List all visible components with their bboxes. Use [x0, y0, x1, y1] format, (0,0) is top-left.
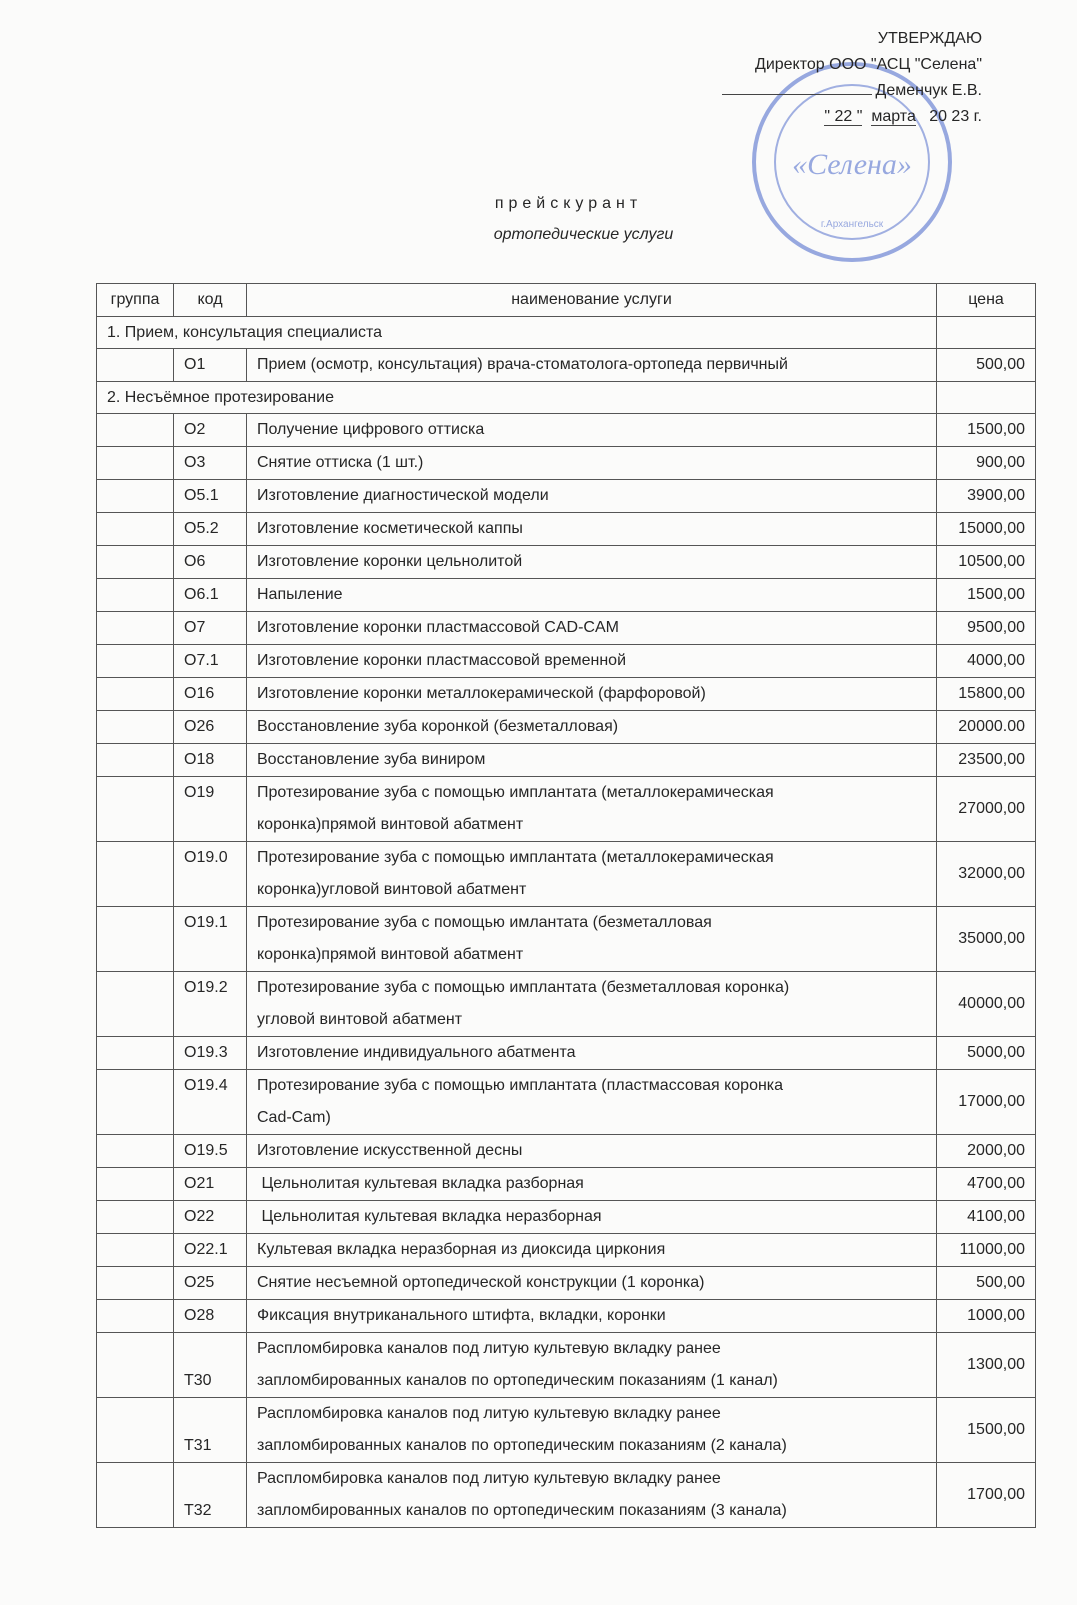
- cell-group: [97, 1201, 174, 1234]
- cell-price: 4100,00: [937, 1201, 1036, 1234]
- cell-name-line: Распломбировка каналов под литую культевую вкладку ранее: [257, 1405, 721, 1422]
- cell-group: [97, 777, 174, 842]
- cell-name: Культевая вкладка неразборная из диоксида циркония: [247, 1234, 937, 1267]
- table-row: [97, 645, 1036, 678]
- table-row: [97, 907, 1036, 972]
- cell-group: [97, 678, 174, 711]
- section-price-empty: [937, 382, 1036, 414]
- document-subtitle: ортопедические услуги: [493, 226, 674, 243]
- cell-group: [97, 744, 174, 777]
- cell-name-line: запломбированных каналов по ортопедическим показаниям (3 канала): [257, 1502, 787, 1519]
- cell-name: Фиксация внутриканального штифта, вкладки, коронки: [247, 1300, 937, 1333]
- cell-code: О5.1: [174, 480, 247, 513]
- approval-date: [722, 104, 982, 130]
- cell-group: [97, 447, 174, 480]
- cell-name: Изготовление коронки цельнолитой: [247, 546, 937, 579]
- cell-name: Изготовление коронки пластмассовой CAD-CAM: [247, 612, 937, 645]
- cell-group: [97, 579, 174, 612]
- cell-name: Восстановление зуба виниром: [247, 744, 937, 777]
- cell-name: Цельнолитая культевая вкладка разборная: [247, 1168, 937, 1201]
- table-row: [97, 1463, 1036, 1528]
- cell-name-line: коронка)угловой винтовой абатмент: [257, 881, 527, 898]
- table-row: [97, 414, 1036, 447]
- table-row: [97, 1267, 1036, 1300]
- section-title: 1. Прием, консультация специалиста: [97, 317, 937, 349]
- table-row: [97, 1300, 1036, 1333]
- section-row: [97, 317, 1036, 349]
- cell-group: [97, 645, 174, 678]
- section-title: 2. Несъёмное протезирование: [97, 382, 937, 414]
- cell-name-line: Протезирование зуба с помощью имплантата (металлокерамическая: [257, 784, 774, 801]
- cell-name: [247, 907, 937, 972]
- cell-name-line: Cad-Cam): [257, 1109, 331, 1126]
- table-row: [97, 678, 1036, 711]
- cell-price: 4000,00: [937, 645, 1036, 678]
- table-row: [97, 513, 1036, 546]
- cell-name-line: Протезирование зуба с помощью имплантата (металлокерамическая: [257, 849, 774, 866]
- cell-code: О19.1: [174, 907, 247, 972]
- cell-code: О3: [174, 447, 247, 480]
- signature-blank: [722, 78, 872, 95]
- cell-name: Прием (осмотр, консультация) врача-стоматолога-ортопеда первичный: [247, 349, 937, 382]
- date-day: " 22 ": [824, 108, 863, 125]
- cell-group: [97, 1037, 174, 1070]
- cell-name: Напыление: [247, 579, 937, 612]
- section-row: [97, 382, 1036, 414]
- cell-group: [97, 1398, 174, 1463]
- cell-name: [247, 1463, 937, 1528]
- cell-code: О21: [174, 1168, 247, 1201]
- approval-signature-line: [722, 78, 982, 104]
- cell-price: 9500,00: [937, 612, 1036, 645]
- cell-group: [97, 842, 174, 907]
- cell-price: 2000,00: [937, 1135, 1036, 1168]
- table-row: [97, 842, 1036, 907]
- cell-group: [97, 546, 174, 579]
- cell-price: 1700,00: [937, 1463, 1036, 1528]
- cell-code: О5.2: [174, 513, 247, 546]
- cell-code: Т32: [174, 1463, 247, 1528]
- stamp-bottom-text: г.Архангельск: [820, 219, 884, 230]
- cell-code: О25: [174, 1267, 247, 1300]
- cell-code: О7: [174, 612, 247, 645]
- header-code: код: [174, 284, 247, 317]
- table-row: [97, 447, 1036, 480]
- approval-block: [722, 26, 982, 130]
- cell-name: [247, 842, 937, 907]
- cell-price: 500,00: [937, 349, 1036, 382]
- cell-code: О19.5: [174, 1135, 247, 1168]
- cell-name: [247, 1070, 937, 1135]
- cell-name-line: Распломбировка каналов под литую культевую вкладку ранее: [257, 1340, 721, 1357]
- cell-price: 11000,00: [937, 1234, 1036, 1267]
- cell-name-line: угловой винтовой абатмент: [257, 1011, 463, 1028]
- date-year: 20 23 г.: [929, 108, 982, 125]
- cell-code: О22.1: [174, 1234, 247, 1267]
- table-header-row: [97, 284, 1036, 317]
- cell-group: [97, 1234, 174, 1267]
- cell-group: [97, 972, 174, 1037]
- section-price-empty: [937, 317, 1036, 349]
- cell-price: 3900,00: [937, 480, 1036, 513]
- cell-code: Т31: [174, 1398, 247, 1463]
- table-row: [97, 579, 1036, 612]
- cell-code: О18: [174, 744, 247, 777]
- cell-name-line: запломбированных каналов по ортопедическим показаниям (2 канала): [257, 1437, 787, 1454]
- cell-name: [247, 1398, 937, 1463]
- table-row: [97, 777, 1036, 842]
- cell-name-line: Протезирование зуба с помощью имплантата (пластмассовая коронка: [257, 1077, 784, 1094]
- cell-price: 15000,00: [937, 513, 1036, 546]
- table-row: [97, 1234, 1036, 1267]
- cell-code: О1: [174, 349, 247, 382]
- cell-code: О19.4: [174, 1070, 247, 1135]
- cell-price: 40000,00: [937, 972, 1036, 1037]
- cell-code: О19.3: [174, 1037, 247, 1070]
- cell-name: Изготовление коронки пластмассовой временной: [247, 645, 937, 678]
- cell-name: Изготовление индивидуального абатмента: [247, 1037, 937, 1070]
- cell-name: Изготовление искусственной десны: [247, 1135, 937, 1168]
- cell-price: 27000,00: [937, 777, 1036, 842]
- cell-name: Получение цифрового оттиска: [247, 414, 937, 447]
- cell-name-line: Протезирование зуба с помощью имлантата (безметалловая: [257, 914, 712, 931]
- cell-price: 1300,00: [937, 1333, 1036, 1398]
- cell-group: [97, 711, 174, 744]
- cell-code: Т30: [174, 1333, 247, 1398]
- header-price: цена: [937, 284, 1036, 317]
- approval-heading: УТВЕРЖДАЮ: [877, 30, 982, 47]
- cell-code: О6: [174, 546, 247, 579]
- cell-price: 4700,00: [937, 1168, 1036, 1201]
- cell-name: [247, 972, 937, 1037]
- table-row: [97, 1070, 1036, 1135]
- cell-price: 5000,00: [937, 1037, 1036, 1070]
- price-table: [96, 283, 1036, 1528]
- cell-code: О19.0: [174, 842, 247, 907]
- cell-group: [97, 1333, 174, 1398]
- cell-name-line: коронка)прямой винтовой абатмент: [257, 946, 524, 963]
- cell-name-line: Распломбировка каналов под литую культевую вкладку ранее: [257, 1470, 721, 1487]
- table-row: [97, 1135, 1036, 1168]
- cell-name-line: Протезирование зуба с помощью имплантата (безметалловая коронка): [257, 979, 790, 996]
- cell-name: Восстановление зуба коронкой (безметалловая): [247, 711, 937, 744]
- cell-price: 500,00: [937, 1267, 1036, 1300]
- table-row: [97, 1201, 1036, 1234]
- cell-group: [97, 612, 174, 645]
- cell-price: 1500,00: [937, 579, 1036, 612]
- date-month: марта: [871, 108, 916, 125]
- cell-code: О19.2: [174, 972, 247, 1037]
- table-row: [97, 744, 1036, 777]
- cell-group: [97, 1168, 174, 1201]
- table-row: [97, 349, 1036, 382]
- cell-code: О22: [174, 1201, 247, 1234]
- cell-code: О19: [174, 777, 247, 842]
- table-row: [97, 480, 1036, 513]
- cell-name: Изготовление диагностической модели: [247, 480, 937, 513]
- cell-group: [97, 414, 174, 447]
- table-row: [97, 711, 1036, 744]
- cell-group: [97, 1267, 174, 1300]
- table-row: [97, 1168, 1036, 1201]
- cell-name: [247, 1333, 937, 1398]
- cell-group: [97, 480, 174, 513]
- cell-price: 32000,00: [937, 842, 1036, 907]
- cell-group: [97, 1463, 174, 1528]
- cell-name: Снятие несъемной ортопедической конструкции (1 коронка): [247, 1267, 937, 1300]
- cell-code: О28: [174, 1300, 247, 1333]
- cell-name-line: коронка)прямой винтовой абатмент: [257, 816, 524, 833]
- cell-code: О26: [174, 711, 247, 744]
- cell-code: О16: [174, 678, 247, 711]
- table-row: [97, 1037, 1036, 1070]
- cell-price: 10500,00: [937, 546, 1036, 579]
- cell-price: 1500,00: [937, 1398, 1036, 1463]
- cell-price: 1500,00: [937, 414, 1036, 447]
- cell-price: 20000.00: [937, 711, 1036, 744]
- cell-price: 23500,00: [937, 744, 1036, 777]
- cell-price: 1000,00: [937, 1300, 1036, 1333]
- cell-code: О2: [174, 414, 247, 447]
- cell-price: 35000,00: [937, 907, 1036, 972]
- table-row: [97, 1333, 1036, 1398]
- cell-group: [97, 349, 174, 382]
- approval-name: Деменчук Е.В.: [875, 82, 982, 99]
- cell-price: 900,00: [937, 447, 1036, 480]
- cell-group: [97, 1300, 174, 1333]
- cell-price: 17000,00: [937, 1070, 1036, 1135]
- cell-code: О6.1: [174, 579, 247, 612]
- cell-name: Снятие оттиска (1 шт.): [247, 447, 937, 480]
- document-title: прейскурант: [494, 195, 643, 212]
- cell-price: 15800,00: [937, 678, 1036, 711]
- stamp-center-text: «Селена»: [792, 148, 912, 181]
- table-row: [97, 546, 1036, 579]
- cell-group: [97, 513, 174, 546]
- cell-name: Изготовление косметической каппы: [247, 513, 937, 546]
- header-group: группа: [97, 284, 174, 317]
- cell-code: О7.1: [174, 645, 247, 678]
- table-body: [97, 317, 1036, 1528]
- cell-name: [247, 777, 937, 842]
- table-row: [97, 972, 1036, 1037]
- approval-position: Директор ООО "АСЦ "Селена": [754, 56, 982, 73]
- cell-name: Изготовление коронки металлокерамической (фарфоровой): [247, 678, 937, 711]
- header-name: наименование услуги: [247, 284, 937, 317]
- table-row: [97, 612, 1036, 645]
- table-row: [97, 1398, 1036, 1463]
- cell-group: [97, 907, 174, 972]
- cell-group: [97, 1135, 174, 1168]
- cell-name-line: запломбированных каналов по ортопедическим показаниям (1 канал): [257, 1372, 778, 1389]
- cell-name: Цельнолитая культевая вкладка неразборная: [247, 1201, 937, 1234]
- cell-group: [97, 1070, 174, 1135]
